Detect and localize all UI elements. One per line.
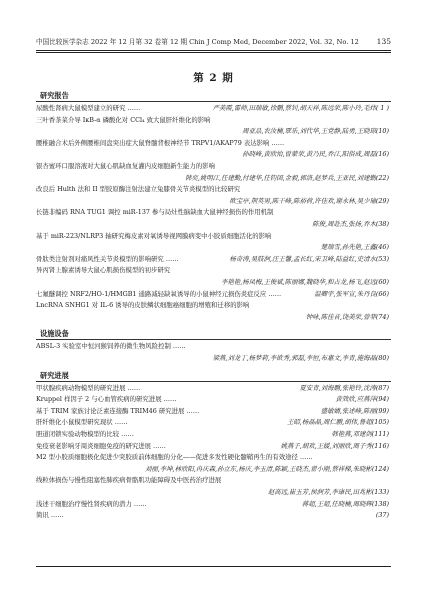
- toc-entry[interactable]: [36, 353, 389, 364]
- article-authors-page: 王昭,杨晶晶,周仁鹏,胡伟,鲁超(105): [287, 418, 389, 427]
- article-authors-page: 蒋超,王超,任晓楠,周晓辉(138): [301, 499, 389, 508]
- article-title: M2 型小胶质细胞极化促进少突胶质前体细胞的分化——促进多发性硬化髓鞘再生的有效途径 ……: [36, 453, 313, 462]
- toc-entry[interactable]: [36, 441, 389, 452]
- section-heading: 设施设备: [40, 329, 69, 339]
- header-rule: [36, 50, 391, 51]
- toc-entry[interactable]: [36, 341, 389, 352]
- toc-entry[interactable]: [36, 452, 389, 463]
- toc-entry[interactable]: [36, 103, 389, 114]
- article-authors-page: 杨奇涛,吴肢润,汪王馨,孟长红,宋卫峰,陆益红,史清水(53): [229, 254, 389, 263]
- article-authors-page: 黄效欣,应燕萍(94): [335, 395, 389, 404]
- issue-title: 第 2 期: [193, 72, 234, 84]
- article-authors-page: 孙晓峰,黄欣怡,曾蒙荣,黄乃民,乔江,阳俗成,周磊(16): [242, 150, 389, 159]
- article-authors-page: 欧宝亭,荆英男,陈干峰,陈裕荷,许佳欢,谢永林,吴少瑜(29): [229, 196, 389, 205]
- article-title: 基于 TRIM 家族讨论泛素连接酶 TRIM46 研究进展 ……: [36, 406, 200, 415]
- article-title: 异丙肾上腺素诱导大鼠心肌损伤模型的初步研究: [36, 266, 171, 275]
- article-title: 免疫衰老影响牙周炎细胞免疫的研究进展 ……: [36, 441, 166, 450]
- article-authors-page: 姚燕子,胡欢,王媛,刘丽欣,周子秀(116): [280, 441, 389, 450]
- toc-entry[interactable]: [36, 383, 389, 394]
- article-authors-page: 刘丽,李坤,林欣阳,冉庆森,孙立东,杨庆,李玉清,陈颖,王晓杰,翟小刚,蔡祥梯,朱晓彬(124): [144, 464, 389, 473]
- running-header: [36, 36, 391, 48]
- section-rule: [36, 381, 391, 382]
- article-authors-page: 李艳艳,杨凤梅,王俊斌,陈丽娜,魏晓华,和占龙,杨飞,赵远(60): [221, 278, 389, 286]
- article-authors-page: 陈俊,周赴杰,张扬,乔木(38): [312, 220, 389, 228]
- article-authors-page: (37): [375, 511, 389, 520]
- article-authors-page: 温卿宇,张军宣,朱丹良(66): [314, 289, 389, 298]
- article-title: 骨肽类注射剂对痛风性关节炎模型的影响研究 ……: [36, 254, 179, 263]
- article-authors-page: 盛敏婧,张述峰,陈丽(99): [320, 406, 389, 415]
- article-title: 银杏蜜环口服溶液对大鼠心肌缺血复灌内皮细胞新生能力的影响: [36, 162, 215, 170]
- article-title: ABSL-3 实验室中恒河猴饲养的微生物风险控制 ……: [36, 342, 186, 351]
- toc-entry[interactable]: [36, 196, 389, 207]
- toc-entry[interactable]: [36, 149, 389, 160]
- article-title: Kruppel 样因子 2 与心血管疾病的研究进展 ……: [36, 395, 177, 404]
- section-rule: [36, 101, 391, 102]
- header-rule-2: [36, 52, 391, 53]
- toc-entry[interactable]: [36, 487, 389, 498]
- toc-entry[interactable]: [36, 464, 389, 475]
- article-title: 浅述干细胞治疗慢性肾疾病的潜力 ……: [36, 499, 147, 508]
- article-title: 基于 miR-223/NLRP3 轴研究梅皮素对氧诱导视网膜病变中小胶质细胞活化的影响: [36, 231, 272, 240]
- toc-entry[interactable]: [36, 254, 389, 265]
- article-title: 尿酸性肾病大鼠模型建立的研究 ……: [36, 104, 141, 112]
- toc-entry[interactable]: [36, 510, 389, 521]
- toc-entry[interactable]: [36, 429, 389, 440]
- article-title: LncRNA SNHG1 对 IL-6 诱导的皮肤鳞状细胞癌细胞的增殖和迁移的影响: [36, 301, 250, 310]
- section-rule: [36, 339, 391, 340]
- toc-entry[interactable]: [36, 231, 389, 242]
- toc-entry[interactable]: [36, 475, 389, 486]
- article-title: 胆道闭锁实验动物模型的比较 ……: [36, 430, 134, 438]
- toc-entry[interactable]: [36, 277, 389, 288]
- toc-entry[interactable]: [36, 207, 389, 218]
- article-title: 长链非编码 RNA TUG1 调控 miR-137 参与局灶性脑缺血大鼠神经损伤的作用机制: [36, 208, 274, 217]
- toc-entry[interactable]: [36, 312, 389, 323]
- toc-entry[interactable]: [36, 138, 389, 149]
- journal-header: 中国比较医学杂志 2022 年 12 月第 32 卷第 12 期 Chin J Comp Med, December 2022, Vol. 32, No. 12: [36, 38, 359, 46]
- article-authors-page: 周亚品,农汝楠,覃乐,刘代华,王党静,陆勇,王晓琼(10): [242, 127, 389, 136]
- section-heading: 研究报告: [40, 91, 69, 100]
- toc-entry[interactable]: [36, 394, 389, 405]
- article-title: 甲状腺疾病动物模型的研究进展 ……: [36, 383, 141, 392]
- article-authors-page: 楚瑞雪,孙先艳,王鑫(46): [320, 243, 389, 252]
- toc-entry[interactable]: [36, 115, 389, 126]
- article-title: 三叶香茶菜介导 IκB-α 磷酸化对 CCl₄ 致大鼠肝纤维化的影响: [36, 115, 211, 124]
- article-title: 七氟醚调控 NRF2/HO-1/HMGB1 通路减轻缺氧诱导的小鼠神经元损伤炎症反应 ……: [36, 289, 282, 298]
- article-title: 简讯 ……: [36, 511, 64, 520]
- toc-entry[interactable]: [36, 126, 389, 137]
- article-title: 线粒体损伤与慢性阻塞性肺疾病骨骼肌功能障碍及中医药治疗进展: [36, 476, 222, 485]
- article-title: 改良后 Hulth 法和 II 型胶原酶注射法建立兔膝骨关节炎模型的比较研究: [36, 185, 241, 194]
- toc-entry[interactable]: [36, 173, 389, 184]
- article-authors-page: 夏安青,刘海鹏,张艳铃,沈涛(87): [299, 383, 389, 392]
- article-authors-page: 梁燕,刘龙丁,杨梦莉,李欲秀,郭磊,李恒,布惠文,李青,施海晶(80): [212, 354, 389, 362]
- toc-entry[interactable]: [36, 406, 389, 417]
- toc-entry[interactable]: [36, 161, 389, 172]
- toc-entry[interactable]: [36, 499, 389, 510]
- toc-entry[interactable]: [36, 242, 389, 253]
- article-authors-page: 韩艳燕,邓建剑(111): [331, 430, 389, 438]
- bottom-rule: [36, 566, 391, 567]
- article-title: 肝纤维化小鼠模型研究现状 ……: [36, 418, 128, 427]
- article-authors-page: 严美霞,雷帅,田瑞敏,徐鹏,蔡钊,胡天祥,陈远荣,陈小玲,毛炜( 1 ): [212, 104, 389, 112]
- article-authors-page: 钟咏,陈佳音,饶美荣,曾菲(74): [305, 312, 389, 321]
- article-title: 腰椎融合术后外侧腰椎间盘突出症大鼠脊髓背根神经节 TRPV1/AKAP79 表达影响 ……: [36, 138, 285, 147]
- page-number: 135: [376, 37, 391, 46]
- toc-entry[interactable]: [36, 265, 389, 276]
- article-authors-page: 韩奕,姚明江,任建勤,付建华,任钧国,金毅,郭洛,赵梦兵,王亚民,刘建勤(22): [185, 173, 389, 182]
- article-authors-page: 赵高远,崔玉芳,侯润芳,李康民,田兆彬(133): [267, 488, 389, 496]
- toc-entry[interactable]: [36, 300, 389, 311]
- toc-entry[interactable]: [36, 219, 389, 230]
- toc-entry[interactable]: [36, 289, 389, 300]
- toc-entry[interactable]: [36, 417, 389, 428]
- toc-entry[interactable]: [36, 184, 389, 195]
- section-heading: 研究进展: [40, 370, 69, 380]
